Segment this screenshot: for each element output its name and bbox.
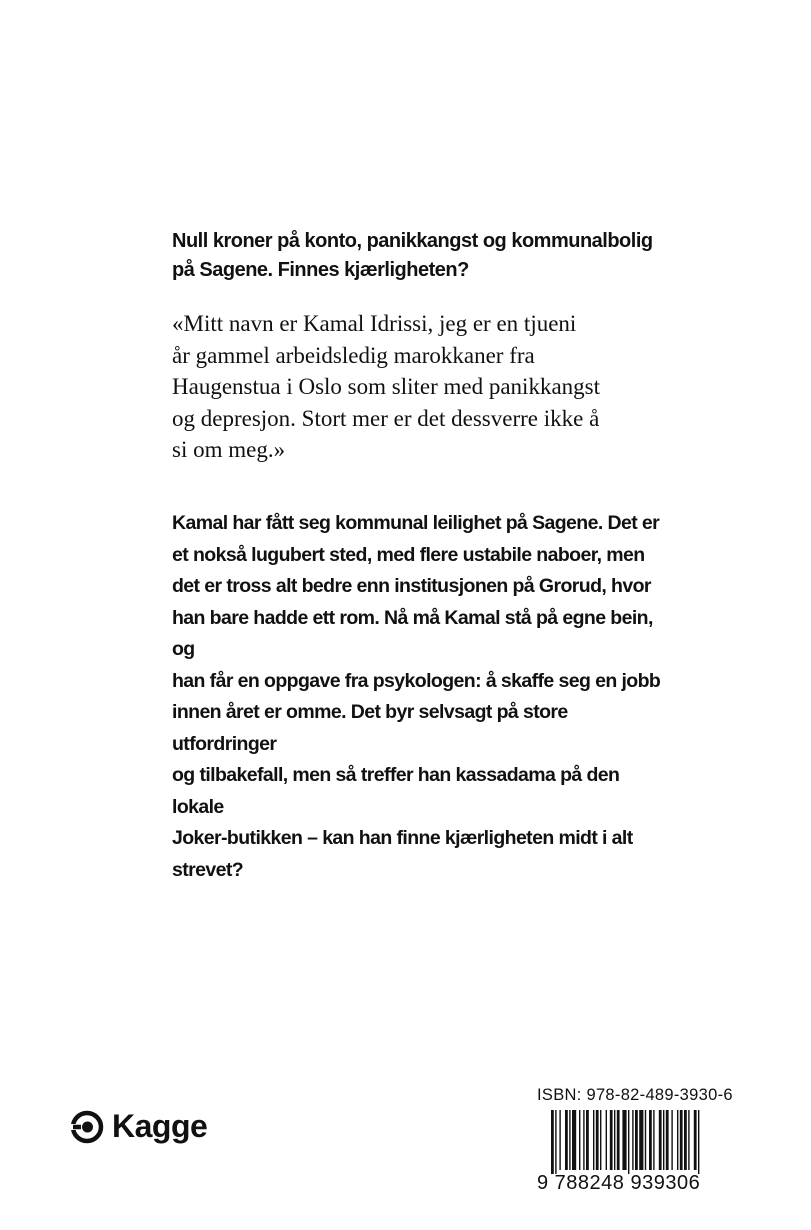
quote-line: «Mitt navn er Kamal Idrissi, jeg er en tjueni xyxy=(172,311,577,336)
barcode-bar xyxy=(614,1110,615,1170)
barcode-bar xyxy=(632,1110,633,1170)
isbn-label: ISBN: 978-82-489-3930-6 xyxy=(537,1086,733,1104)
barcode-bar xyxy=(555,1110,556,1174)
summary-line: Kamal har fått seg kommunal leilighet på Sagene. Det er xyxy=(172,512,660,534)
summary-line: det er tross alt bedre enn institusjonen på Grorud, hvor xyxy=(172,575,651,597)
barcode-bar xyxy=(694,1110,697,1170)
barcode-bar xyxy=(698,1110,699,1174)
book-summary xyxy=(172,508,672,886)
summary-line: et nokså lugubert sted, med flere ustabile naboer, men xyxy=(172,543,645,566)
quote-line: Haugenstua i Oslo som sliter med panikkangst xyxy=(172,374,600,399)
barcode-bar xyxy=(628,1110,629,1174)
barcode-bar xyxy=(569,1110,570,1170)
publisher-logo xyxy=(70,1108,207,1145)
summary-line: han får en oppgave fra psykologen: å skaffe seg en jobb xyxy=(172,669,661,692)
summary-line: innen året er omme. Det byr selvsagt på store utfordringer xyxy=(172,701,568,755)
barcode-bar xyxy=(680,1110,683,1170)
isbn-barcode xyxy=(537,1086,741,1196)
spiral-logo-icon xyxy=(70,1110,104,1144)
barcode-bar xyxy=(666,1110,669,1170)
barcode-bar xyxy=(596,1110,599,1170)
summary-line: Joker-butikken – kan han finne kjærligheten midt i alt xyxy=(172,827,633,849)
summary-line: han bare hadde ett rom. Nå må Kamal stå på egne bein, og xyxy=(172,606,653,660)
barcode-digits: 9 788248 939306 xyxy=(537,1172,701,1194)
barcode-bar xyxy=(639,1110,643,1170)
barcode-bar xyxy=(586,1110,589,1170)
headline xyxy=(172,227,692,285)
barcode-bar xyxy=(677,1110,678,1170)
barcode-bar xyxy=(593,1110,594,1170)
barcode-bar xyxy=(559,1110,560,1170)
barcode-bar xyxy=(565,1110,568,1170)
headline-line: på Sagene. Finnes kjærligheten? xyxy=(172,259,469,281)
barcode-bar xyxy=(635,1110,638,1170)
barcode-bar xyxy=(572,1110,576,1170)
publisher-name: Kagge xyxy=(112,1108,208,1144)
barcode-bar xyxy=(551,1110,554,1174)
barcode-bar xyxy=(583,1110,584,1170)
barcode-bar xyxy=(688,1110,689,1170)
barcode-bar xyxy=(671,1110,672,1170)
barcode-bar xyxy=(663,1110,664,1170)
barcode-bars xyxy=(537,1110,741,1174)
quote-line: år gammel arbeidsledig marokkaner fra xyxy=(172,342,535,368)
barcode-bar xyxy=(600,1110,601,1170)
quote-line: si om meg.» xyxy=(172,437,286,462)
barcode-bar xyxy=(622,1110,626,1170)
barcode-bar xyxy=(645,1110,646,1170)
barcode-bar xyxy=(617,1110,620,1170)
summary-line: og tilbakefall, men så treffer han kassadama på den lokale xyxy=(172,764,620,818)
quote-line: og depresjon. Stort mer er det dessverre ikke å xyxy=(172,405,600,431)
barcode-bar xyxy=(653,1110,654,1170)
barcode-bar xyxy=(610,1110,613,1170)
author-quote xyxy=(172,308,692,466)
barcode-bar xyxy=(649,1110,652,1170)
barcode-bar xyxy=(684,1110,687,1170)
barcode-bar xyxy=(579,1110,580,1170)
barcode-bar xyxy=(606,1110,607,1170)
summary-line: strevet? xyxy=(172,858,244,881)
headline-line: Null kroner på konto, panikkangst og kommunalbolig xyxy=(172,230,653,252)
barcode-bar xyxy=(659,1110,662,1170)
